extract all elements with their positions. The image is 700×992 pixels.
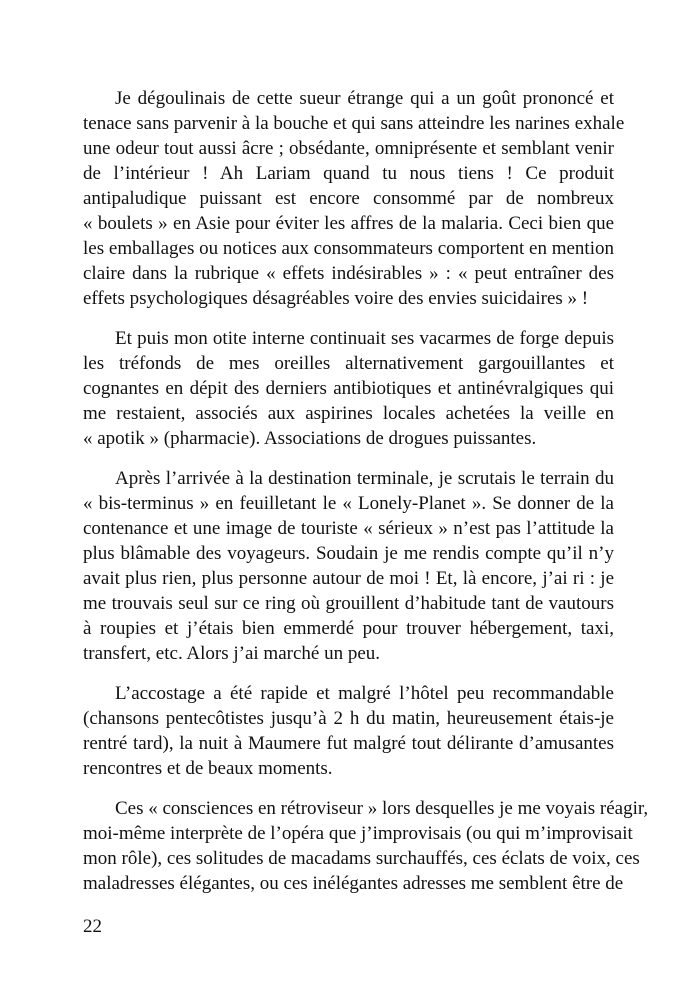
text-line: me trouvais seul sur ce ring où grouillent d’habitude tant de vautours — [83, 593, 614, 614]
text-line: avait plus rien, plus personne autour de moi ! Et, là encore, j’ai ri : je — [83, 568, 614, 589]
text-line: maladresses élégantes, ou ces inélégantes adresses me semblent être de — [83, 873, 624, 894]
text-line: Ces « consciences en rétroviseur » lors desquelles je me voyais réagir, — [115, 798, 649, 819]
text-line: (chansons pentecôtistes jusqu’à 2 h du matin, heureusement étais-je — [83, 708, 614, 729]
body-text — [83, 86, 649, 896]
text-line: L’accostage a été rapide et malgré l’hôtel peu recommandable — [115, 683, 614, 704]
paragraph — [83, 681, 614, 781]
text-line: « boulets » en Asie pour éviter les affres de la malaria. Ceci bien que — [83, 213, 614, 234]
text-line: rencontres et de beaux moments. — [83, 758, 333, 779]
text-line: plus blâmable des voyageurs. Soudain je me rendis compte qu’il n’y — [83, 543, 614, 564]
text-line: transfert, etc. Alors j’ai marché un peu. — [83, 643, 381, 664]
paragraph — [83, 466, 614, 666]
paragraph — [83, 796, 649, 896]
text-line: de l’intérieur ! Ah Lariam quand tu nous tiens ! Ce produit — [83, 163, 614, 184]
text-line: « apotik » (pharmacie). Associations de drogues puissantes. — [83, 428, 537, 449]
text-line: claire dans la rubrique « effets indésirables » : « peut entraîner des — [83, 263, 614, 284]
text-line: les tréfonds de mes oreilles alternativement gargouillantes et — [83, 353, 614, 374]
text-line: une odeur tout aussi âcre ; obsédante, omniprésente et semblant venir — [83, 138, 614, 159]
text-line: rentré tard), la nuit à Maumere fut malgré tout délirante d’amusantes — [83, 733, 614, 754]
paragraph — [83, 86, 625, 311]
text-line: cognantes en dépit des derniers antibiotiques et antinévralgiques qui — [83, 378, 614, 399]
text-line: Je dégoulinais de cette sueur étrange qui a un goût prononcé et — [115, 88, 614, 109]
text-line: moi-même interprète de l’opéra que j’improvisais (ou qui m’improvisait — [83, 823, 633, 844]
text-line: les emballages ou notices aux consommateurs comportent en mention — [83, 238, 614, 259]
paragraph — [83, 326, 614, 451]
text-line: Après l’arrivée à la destination terminale, je scrutais le terrain du — [115, 468, 614, 489]
text-line: contenance et une image de touriste « sérieux » n’est pas l’attitude la — [83, 518, 614, 539]
text-line: à roupies et j’étais bien emmerdé pour trouver hébergement, taxi, — [83, 618, 614, 639]
text-line: mon rôle), ces solitudes de macadams surchauffés, ces éclats de voix, ces — [83, 848, 640, 869]
text-line: « bis-terminus » en feuilletant le « Lonely-Planet ». Se donner de la — [83, 493, 614, 514]
text-line: me restaient, associés aux aspirines locales achetées la veille en — [83, 403, 614, 424]
page-number: 22 — [83, 916, 102, 937]
text-line: Et puis mon otite interne continuait ses vacarmes de forge depuis — [115, 328, 614, 349]
text-line: tenace sans parvenir à la bouche et qui sans atteindre les narines exhale — [83, 113, 625, 134]
text-line: antipaludique puissant est encore consommé par de nombreux — [83, 188, 614, 209]
text-line: effets psychologiques désagréables voire des envies suicidaires » ! — [83, 288, 589, 309]
